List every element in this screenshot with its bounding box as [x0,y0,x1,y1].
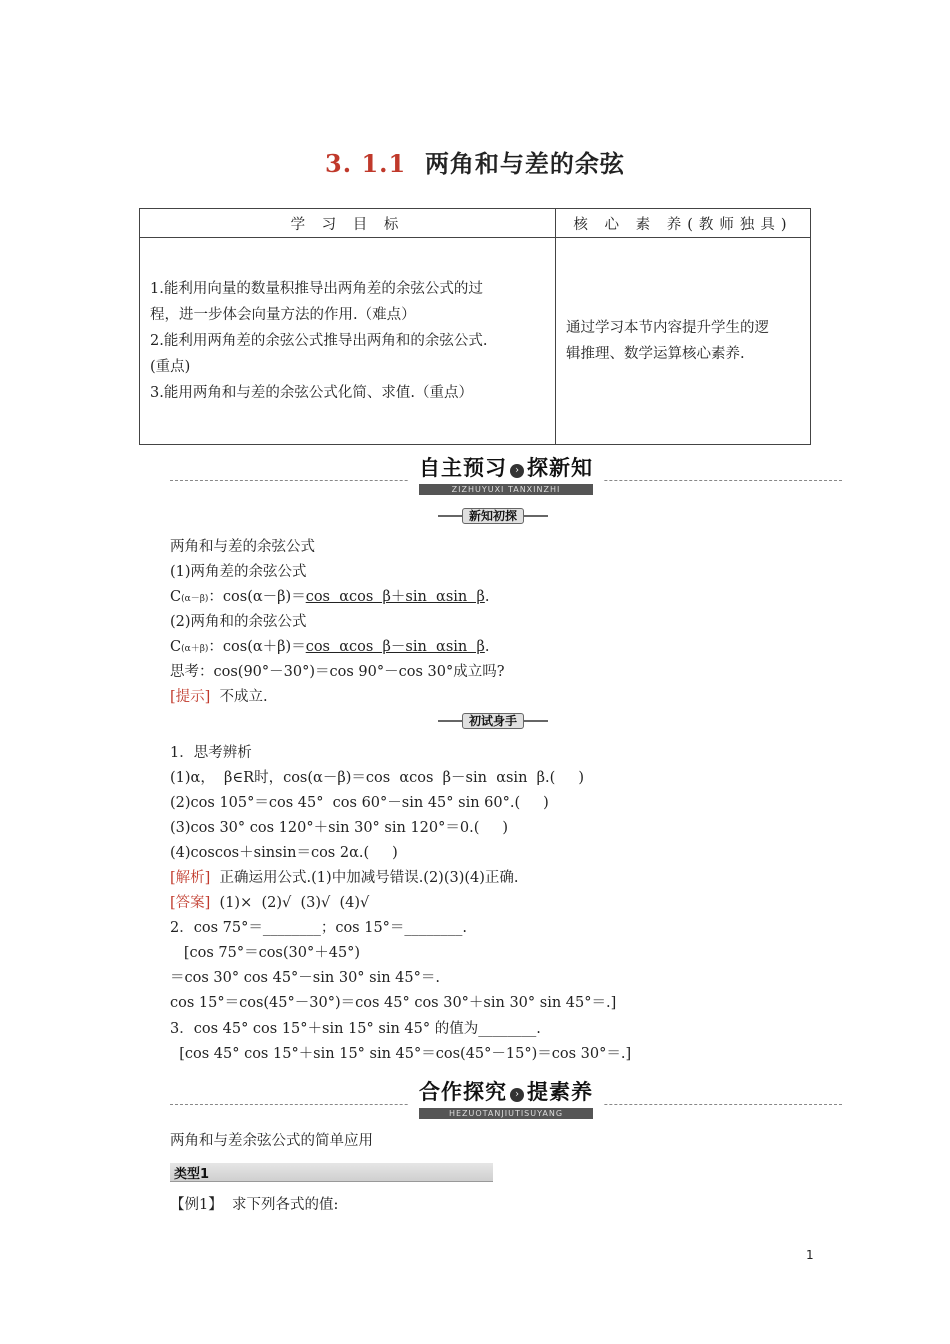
solution-line: cos 15°＝cos(45°－30°)＝cos 45° cos 30°＋sin 30° sin 45°＝.] [170,995,617,1011]
type-bar [170,1163,493,1182]
question-item: (2)cos 105°＝cos 45° cos 60°－sin 45° sin 60°.( ) [170,795,549,811]
goal-line: 2.能利用两角差的余弦公式推导出两角和的余弦公式. [150,333,488,349]
text-line: (2)两角和的余弦公式 [170,614,307,630]
text-line: (1)两角差的余弦公式 [170,564,307,580]
answer-tag: [答案] [170,895,211,911]
question-item: (1)α， β∈R时，cos(α－β)＝cos αcos β－sin αsin β.( ) [170,770,584,786]
solution-line: [cos 75°＝cos(30°＋45°) [170,945,361,961]
question: 3．cos 45° cos 15°＋sin 15° sin 45° 的值为________. [170,1021,541,1037]
hint-line: [提示] 不成立. [170,689,268,705]
banner-box [409,1076,603,1119]
question: 1．思考辨析 [170,745,252,761]
solution-line: ＝cos 30° cos 45°－sin 30° sin 45°＝. [170,970,440,986]
analysis-line: [解析] 正确运用公式.(1)中加减号错误.(2)(3)(4)正确. [170,870,519,886]
question: 2．cos 75°＝________；cos 15°＝________. [170,920,468,936]
question-think: 思考：cos(90°－30°)＝cos 90°－cos 30°成立吗? [170,664,505,680]
goal-line: (重点) [150,359,191,375]
hint-tag: [提示] [170,689,211,705]
formula-sum: C(α＋β)：cos(α＋β)＝cos αcos β－sin αsin β. [170,639,490,655]
banner-title-b: 提素养 [527,1080,593,1104]
goal-line: 程，进一步体会向量方法的作用.（难点） [150,307,416,323]
solution-line: [cos 45° cos 15°＋sin 15° sin 45°＝cos(45°－15°)＝cos 30°＝.] [170,1046,632,1062]
table-header-literacy: 核 心 素 养(教师独具) [556,209,811,238]
answer-underlined: cos αcos β＋sin αsin β [305,589,485,605]
tag-new-knowledge: 新知初探 [438,508,548,524]
banner-pinyin: HEZUOTANJIUTISUYANG [419,1108,593,1119]
banner-preview [170,452,842,500]
goals-cell [140,238,556,445]
example-line: 【例1】 求下列各式的值: [170,1197,339,1213]
formula-diff: C(α－β)：cos(α－β)＝cos αcos β＋sin αsin β. [170,589,490,605]
section-number: 3. 1.1 [325,149,407,178]
arrow-icon: › [510,464,524,478]
goal-line: 1.能利用向量的数量积推导出两角差的余弦公式的过 [150,281,483,297]
banner-title-a: 自主预习 [419,456,507,480]
banner-title-b: 探新知 [527,456,593,480]
banner-title-a: 合作探究 [419,1080,507,1104]
tag-try: 初试身手 [438,713,548,729]
literacy-line: 通过学习本节内容提升学生的逻 [566,320,769,336]
banner-explore [170,1076,842,1124]
objectives-table [139,208,811,445]
table-header-goals: 学 习 目 标 [140,209,556,238]
answer-line: [答案] (1)× (2)√ (3)√ (4)√ [170,895,370,911]
page-title [0,144,950,179]
type-label: 类型1 [174,1167,210,1182]
example-tag: 【例1】 [170,1197,223,1213]
section-title: 两角和与差的余弦 [424,149,625,178]
question-item: (3)cos 30° cos 120°＋sin 30° sin 120°＝0.( ) [170,820,509,836]
page-number: 1 [806,1248,814,1262]
literacy-line: 辑推理、数学运算核心素养. [566,346,745,362]
goal-line: 3.能用两角和与差的余弦公式化简、求值.（重点） [150,385,473,401]
banner-box [409,452,603,495]
literacy-cell [556,238,811,445]
section-heading: 两角和与差余弦公式的简单应用 [170,1133,373,1149]
text-line: 两角和与差的余弦公式 [170,539,315,555]
answer-underlined: cos αcos β－sin αsin β [305,639,485,655]
analysis-tag: [解析] [170,870,211,886]
banner-pinyin: ZIZHUYUXI TANXINZHI [419,484,593,495]
question-item: (4)coscos＋sinsin＝cos 2α.( ) [170,845,398,861]
arrow-icon: › [510,1088,524,1102]
